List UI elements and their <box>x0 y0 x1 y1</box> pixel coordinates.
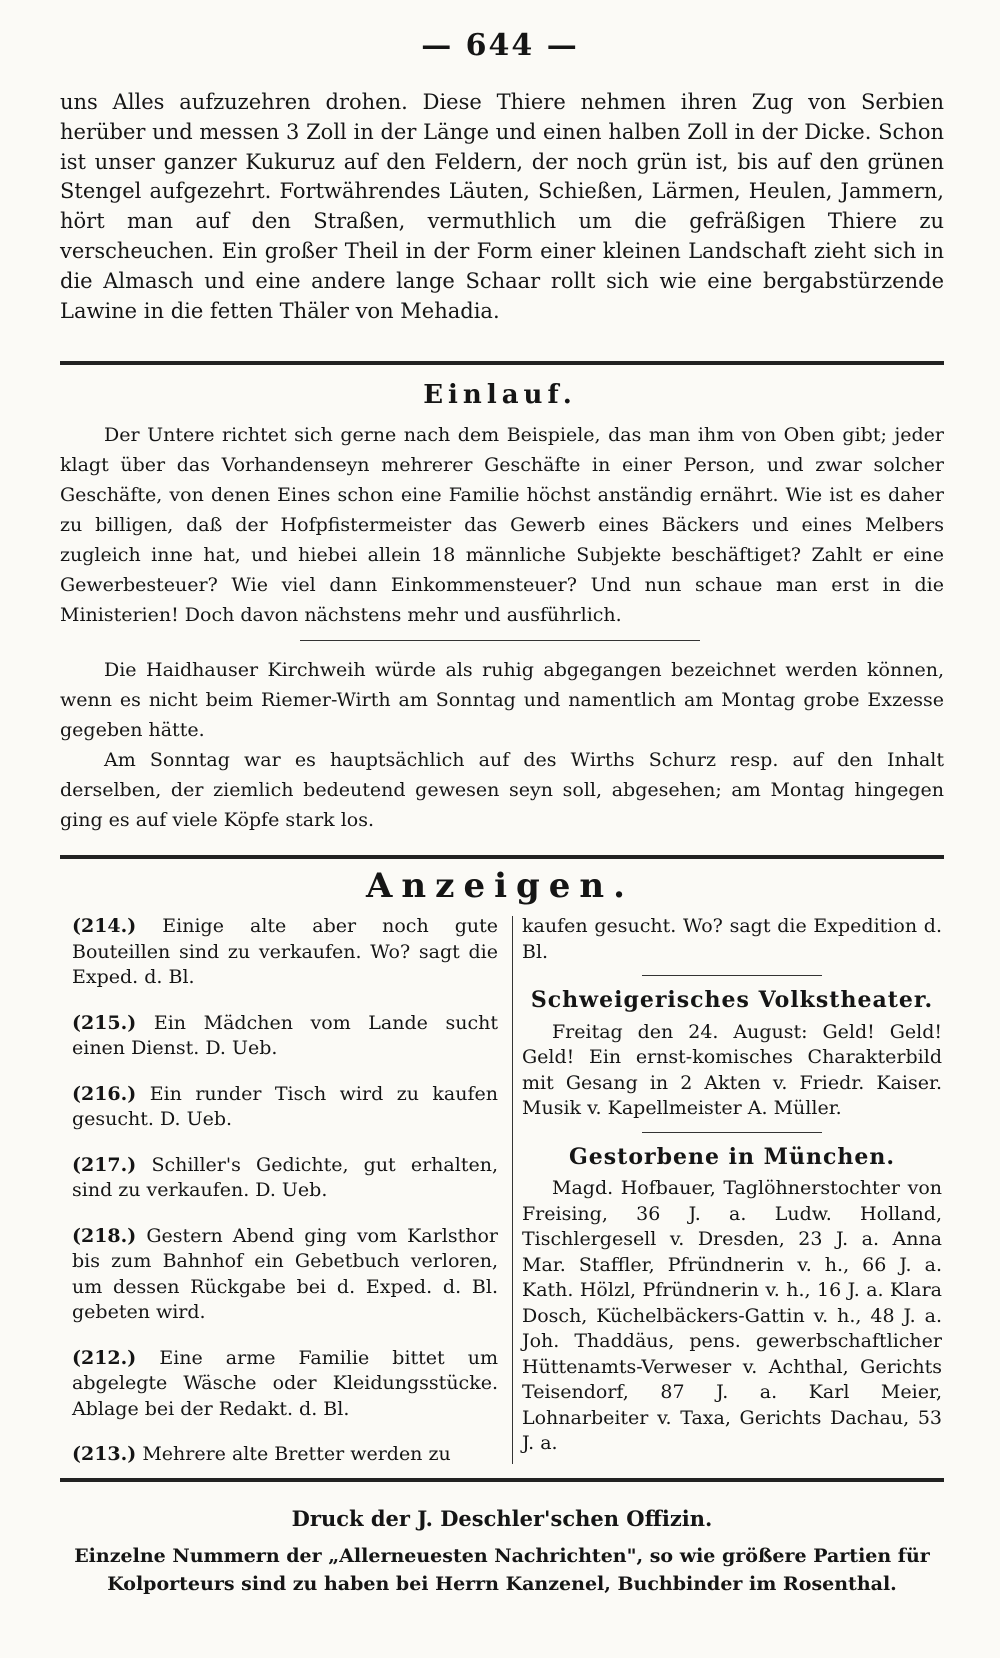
ad-text: Mehrere alte Bretter werden zu <box>142 1443 451 1465</box>
page-number: — 644 — <box>421 28 579 63</box>
column-divider <box>512 916 513 1464</box>
ad-item <box>72 1224 498 1326</box>
ad-number: (216.) <box>72 1082 137 1105</box>
ad-text: Schiller's Gedichte, gut erhalten, sind zu verkaufen. D. Ueb. <box>72 1153 498 1201</box>
ads-column <box>72 914 498 1488</box>
ad-number: (218.) <box>72 1224 137 1247</box>
deaths-text: Magd. Hofbauer, Taglöhnerstochter von Freising, 36 J. a. Ludw. Holland, Tischlergesell v. Dresden, 23 J. a. Anna Mar. Staffler, Pfründnerin v. h., 66 J. a. Kath. Hölzl, Pfründnerin v. h., 16 J. a. Klara Dosch, Küchelbäckers-Gattin v. h., 48 J. a. Joh. Thaddäus, pens. gewerbschaftlicher Hüttenamts-Verweser v. Achthal, Gerichts Teisendorf, 87 J. a. Karl Meier, Lohnarbeiter v. Taxa, Gerichts Dachau, 53 J. a. <box>522 1177 942 1454</box>
kirchweih-section <box>60 655 944 835</box>
kirchweih-paragraph-1: Die Haidhauser Kirchweih würde als ruhig abgegangen bezeichnet werden können, wenn es nicht beim Riemer-Wirth am Sonntag und namentlich am Montag grobe Exzesse gegeben hätte. <box>60 659 944 741</box>
ad-item <box>72 1082 498 1133</box>
kirchweih-paragraph-2: Am Sonntag war es hauptsächlich auf des Wirths Schurz resp. auf den Inhalt derselben, der ziemlich bedeutend gewesen seyn soll, abgesehen; am Montag hingegen ging es auf viele Köpfe stark los. <box>60 749 944 831</box>
intro-article-text: uns Alles aufzuzehren drohen. Diese Thiere nehmen ihren Zug von Serbien herüber und messen 3 Zoll in der Länge und einen halben Zoll in der Dicke. Schon ist unser ganzer Kukuruz auf den Feldern, der noch grün ist, bis auf den grünen Stengel aufgezehrt. Fortwährendes Läuten, Schießen, Lärmen, Heulen, Jammern, hört man auf den Straßen, vermuthlich um die gefräßigen Thiere zu verscheuchen. Ein großer Theil in der Form einer kleinen Landschaft zieht sich in die Almasch und eine andere lange Schaar rollt sich wie eine bergabstürzende Lawine in die fetten Thäler von Mehadia. <box>60 90 944 323</box>
printer-imprint: Druck der J. Deschler'schen Offizin. <box>291 1506 713 1531</box>
theater-text: Freitag den 24. August: Geld! Geld! Geld! Ein ernst-komisches Charakterbild mit Gesang in 2 Akten v. Friedr. Kaiser. Musik v. Kapellmeister A. Müller. <box>522 1020 942 1119</box>
ad-text: Ein Mädchen vom Lande sucht einen Dienst. D. Ueb. <box>72 1011 498 1059</box>
ad-number: (212.) <box>72 1346 137 1369</box>
short-divider <box>300 640 700 641</box>
einlauf-heading: Einlauf. <box>423 380 577 410</box>
ad-text: Einige alte aber noch gute Bouteillen sind zu verkaufen. Wo? sagt die Exped. d. Bl. <box>72 915 498 988</box>
short-divider <box>642 1132 822 1133</box>
right-column <box>522 914 942 1457</box>
short-divider <box>642 975 822 976</box>
ad-text: Eine arme Familie bittet um abgelegte Wäsche oder Kleidungsstücke. Ablage bei der Redakt. d. Bl. <box>72 1346 498 1420</box>
ad-text: Ein runder Tisch wird zu kaufen gesucht. D. Ueb. <box>72 1082 498 1130</box>
ad-continuation: kaufen gesucht. Wo? sagt die Expedition d. Bl. <box>522 915 942 963</box>
footer-divider <box>60 1478 944 1482</box>
ad-item <box>72 1346 498 1423</box>
ad-number: (217.) <box>72 1153 137 1176</box>
ad-text: Gestern Abend ging vom Karlsthor bis zum Bahnhof ein Gebetbuch verloren, um dessen Rückgabe bei d. Exped. d. Bl. gebeten wird. <box>72 1224 498 1323</box>
ad-number: (215.) <box>72 1011 137 1034</box>
ad-item <box>72 1153 498 1204</box>
section-divider <box>60 361 944 365</box>
ad-number: (213.) <box>72 1443 137 1465</box>
distribution-note: Einzelne Nummern der „Allerneuesten Nachrichten", so wie größere Partien für Kolporteurs sind zu haben bei Herrn Kanzenel, Buchbinder im Rosenthal. <box>74 1545 930 1595</box>
section-divider <box>60 855 944 859</box>
anzeigen-heading: Anzeigen. <box>366 866 634 906</box>
deaths-title: Gestorbene in München. <box>568 1143 896 1170</box>
theater-title: Schweigerisches Volkstheater. <box>530 987 934 1013</box>
ad-item <box>72 1442 498 1468</box>
ad-item <box>72 1011 498 1062</box>
ad-number: (214.) <box>72 915 137 937</box>
einlauf-section <box>60 420 944 630</box>
einlauf-text: Der Untere richtet sich gerne nach dem Beispiele, das man ihm von Oben gibt; jeder klagt über das Vorhandenseyn mehrerer Geschäfte in einer Person, und zwar solcher Geschäfte, von denen Eines schon eine Familie höchst anständig ernährt. Wie ist es daher zu billigen, daß der Hofpfistermeister das Gewerb eines Bäckers und eines Melbers zugleich inne hat, und hiebei allein 18 männliche Subjekte beschäftiget? Zahlt er eine Gewerbesteuer? Wie viel dann Einkommensteuer? Und nun schaue man erst in die Ministerien! Doch davon nächstens mehr und ausführlich. <box>60 424 944 626</box>
ad-item <box>72 914 498 991</box>
